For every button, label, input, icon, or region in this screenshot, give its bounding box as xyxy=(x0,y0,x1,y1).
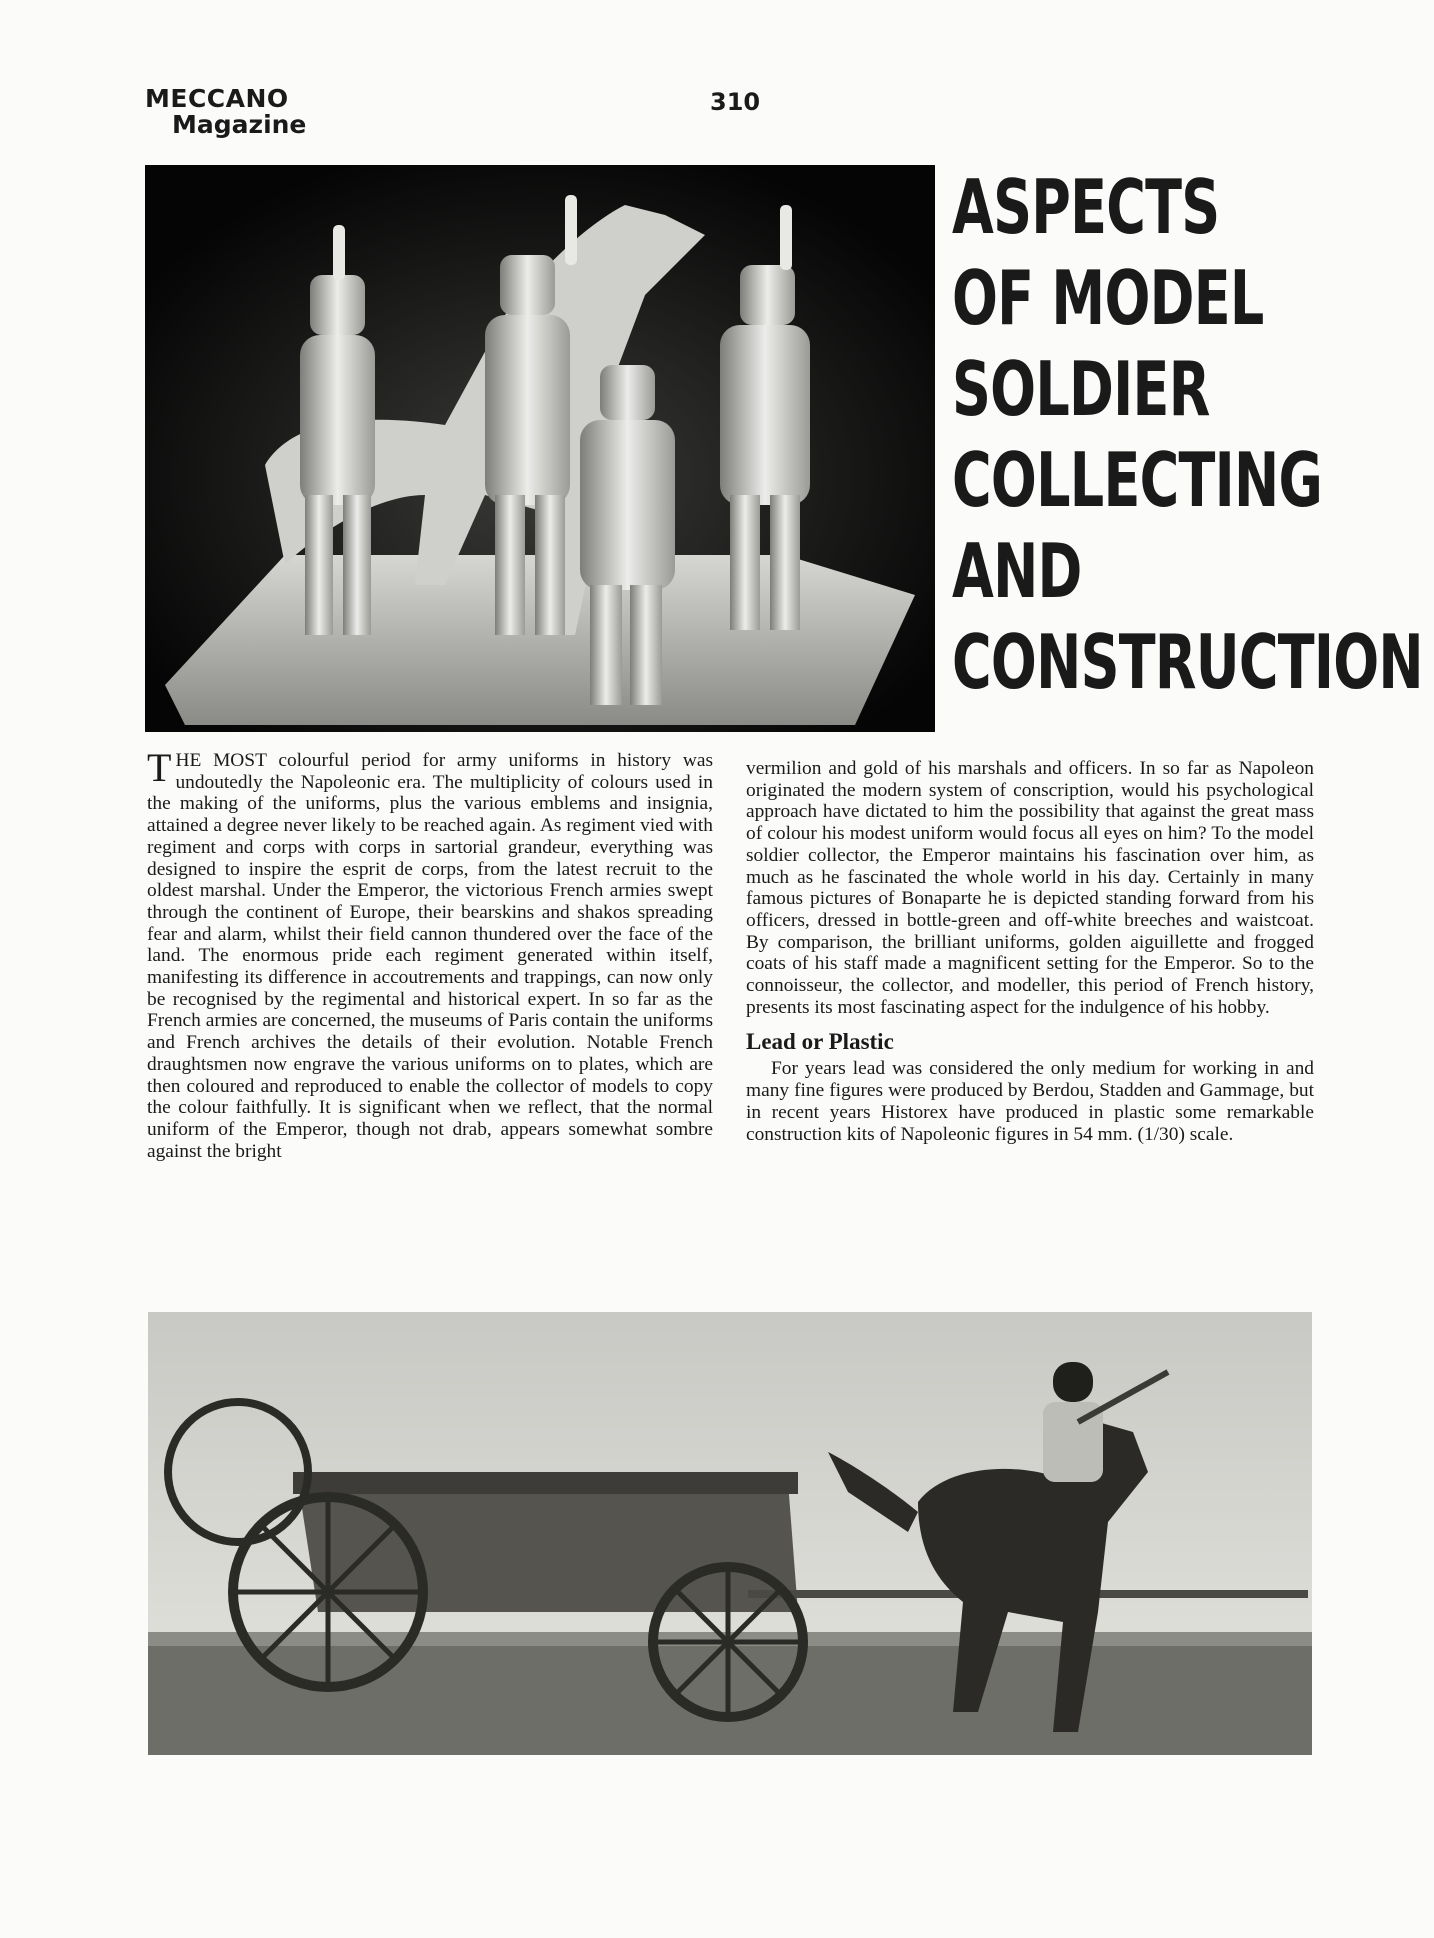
headline-line-2: OF MODEL xyxy=(952,254,1264,342)
page-number: 310 xyxy=(710,88,761,116)
photo-model-soldiers xyxy=(145,165,935,732)
drop-cap: T xyxy=(147,745,172,790)
article-paragraph-2: vermilion and gold of his marshals and officers. In so far as Napoleon originated the modern system of conscription, would his psychological approach have dictated to him the possibility that against the great mass of colour his modest uniform would focus all eyes on him? To the model soldier collector, the Emperor maintains his fascination over him, as much as he fascinated the whole world in his day. Certainly in many famous pictures of Bonaparte he is depicted standing forward from his officers, dressed in bottle-green and off-white breeches and waistcoat. By comparison, the brilliant uniforms, golden aiguillette and frogged coats of his staff made a magnificent setting for the Emperor. So to the connoisseur, the collector, and modeller, this period of French history, presents its most fascinating aspect for the indulgence of his hobby. xyxy=(746,758,1314,1018)
masthead-title: MECCANO xyxy=(145,84,289,113)
headline-line-1: ASPECTS xyxy=(952,163,1220,251)
article-paragraph-3: For years lead was considered the only medium for working in and many fine figures were produced by Berdou, Stadden and Gammage, but in recent years Historex have produced in plastic some remarkable construction kits of Napoleonic figures in 54 mm. (1/30) scale. xyxy=(746,1058,1314,1145)
headline-line-6: CONSTRUCTION xyxy=(952,618,1423,706)
article-col1-text: HE MOST colourful period for army uniforms in history was undoutedly the Napoleonic era. The multiplicity of colours used in the making of the uniforms, plus the various emblems and insignia, attained a degree never likely to be reached again. As regiment vied with regiment and corps with corps in sartorial grandeur, everything was designed to inspire the esprit de corps, from the latest recruit to the oldest marshal. Under the Emperor, the victorious French armies swept through the continent of Europe, their bearskins and shakos spreading fear and alarm, whilst their field cannon thundered over the face of the land. The enormous pride each regiment generated within itself, manifesting its difference in accoutrements and trappings, can now only be recognised by the regimental and historical expert. In so far as the French armies are concerned, the museums of Paris contain the uniforms and French archives the details of their evolution. Notable French draughtsmen now engrave the various uniforms on to plates, which are then coloured and reproduced to enable the collector of models to copy the colour faithfully. It is significant when we reflect, that the normal uniform of the Emperor, though not drab, appears somewhat sombre against the bright xyxy=(147,750,713,1162)
headline-line-3: SOLDIER xyxy=(952,345,1210,433)
article-column-2 xyxy=(746,758,1314,1145)
masthead xyxy=(145,86,306,139)
masthead-subtitle: Magazine xyxy=(172,110,307,140)
article-column-1 xyxy=(147,745,713,1162)
subheading-lead-or-plastic: Lead or Plastic xyxy=(746,1029,894,1055)
headline xyxy=(952,162,1423,708)
article-paragraph-1 xyxy=(147,745,713,1162)
headline-line-5: AND xyxy=(952,527,1082,615)
photo-model-wagon xyxy=(148,1312,1312,1755)
headline-line-4: COLLECTING xyxy=(952,436,1323,524)
